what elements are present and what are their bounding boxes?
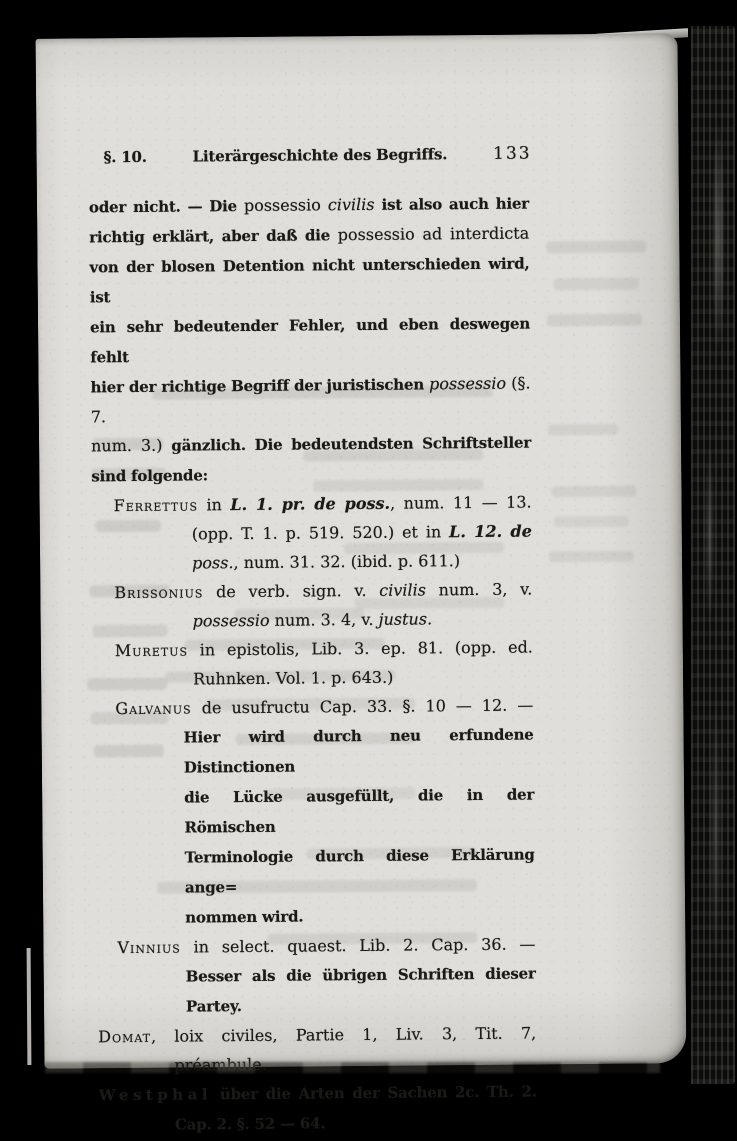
text-line	[192, 604, 532, 636]
bleed-through-layer	[36, 33, 678, 39]
text-line	[113, 488, 531, 521]
bleed-smudge	[554, 278, 639, 291]
text-line	[89, 219, 529, 253]
text-segment: hier der richtige Begriff der juristischen	[90, 375, 430, 397]
text-segment: Hier wird durch neu erfundene Distinctionen	[183, 725, 534, 777]
page-header	[103, 139, 531, 172]
text-line	[91, 458, 531, 492]
text-segment: possessio	[243, 195, 328, 216]
text-segment: nommen wird.	[185, 907, 304, 927]
text-line	[98, 1018, 536, 1051]
text-line	[91, 428, 531, 462]
text-line	[90, 369, 530, 432]
text-line	[99, 1076, 537, 1110]
bleed-smudge	[546, 240, 646, 253]
text-line	[184, 779, 535, 842]
text-segment: Domat	[98, 1026, 152, 1047]
text-segment: civilis	[379, 580, 427, 600]
text-line	[193, 662, 533, 694]
text-segment: in select. quaest. Lib. 2. Cap. 36. —	[180, 934, 536, 957]
text-segment: ist also auch hier	[381, 194, 530, 214]
book-fore-edge	[688, 26, 735, 1084]
text-segment: possessio ad interdicta	[337, 223, 530, 245]
text-line	[186, 958, 536, 991]
text-segment: Partey.	[185, 997, 242, 1016]
text-segment: Westphal	[98, 1085, 213, 1105]
text-line	[175, 1106, 537, 1139]
text-line	[186, 988, 536, 1021]
text-line	[89, 249, 530, 313]
text-segment: richtig erklärt, aber daß die	[89, 226, 338, 247]
running-title: Literärgeschichte des Begriffs.	[192, 145, 448, 166]
text-segment: von der blosen Detention nicht unterschieden wird, ist	[89, 254, 530, 307]
text-segment: poss.	[192, 553, 234, 573]
text-line	[89, 189, 529, 223]
text-line	[115, 691, 533, 724]
text-segment: num. 3, v.	[425, 579, 533, 600]
book-left-edge-sliver	[27, 948, 32, 1065]
text-segment: possessio	[429, 373, 512, 394]
bleed-smudge	[547, 314, 642, 327]
text-segment: (opp. T. 1. p. 519. 520.) et in	[191, 522, 450, 544]
body-text	[89, 189, 537, 1141]
text-line	[192, 517, 532, 549]
page-scan	[36, 33, 687, 1134]
text-segment: Besser als die übrigen Schriften dieser	[185, 964, 536, 986]
text-segment: die Lücke ausgefüllt, die in der Römischen	[184, 785, 535, 837]
text-segment: ein sehr bedeutender Fehler, und eben deswegen fehlt	[89, 314, 531, 367]
text-line	[192, 546, 532, 578]
bleed-smudge	[549, 551, 634, 563]
text-line	[183, 720, 534, 783]
text-segment: Ruhnken. Vol. 1. p. 643.)	[193, 667, 394, 689]
text-segment: Cap. 2. §. 52 — 64.	[174, 1114, 326, 1134]
page-content	[88, 140, 537, 1141]
text-segment: de usufructu Cap. 33. §. 10 — 12. —	[191, 695, 534, 718]
text-segment: oder nicht. — Die	[88, 197, 244, 217]
text-segment: num. 3.)	[90, 435, 172, 456]
text-segment: in epistolis, Lib. 3. ep. 81. (opp. ed.	[187, 637, 533, 660]
text-segment: civilis	[327, 194, 382, 215]
text-segment: Galvanus	[115, 698, 192, 719]
page-bottom-edge-shadow	[45, 1062, 660, 1073]
bleed-smudge	[548, 424, 618, 436]
text-segment: gänzlich. Die bedeutendsten Schriftsteller	[171, 433, 532, 455]
text-segment: über die Arten der Sachen 2c. Th. 2.	[212, 1082, 537, 1104]
text-segment: (§. 7.	[90, 373, 531, 427]
text-segment: , loix civiles, Partie 1, Liv. 3, Tit. 7,	[150, 1023, 537, 1046]
text-segment: in	[197, 495, 231, 515]
text-segment: sind folgende:	[91, 466, 209, 486]
text-segment: , num. 11 — 13.	[389, 492, 532, 513]
text-line	[90, 309, 531, 373]
text-line	[115, 633, 533, 666]
text-line	[185, 899, 535, 932]
text-line	[117, 929, 535, 962]
text-segment: L. 12. de	[449, 521, 532, 542]
text-segment: num. 3. 4, v.	[269, 609, 379, 630]
text-segment: justus.	[378, 609, 433, 629]
page-number: 133	[492, 143, 532, 164]
text-segment: Brissonius	[114, 582, 204, 603]
text-line	[185, 839, 536, 902]
text-segment: Vinnius	[117, 937, 181, 958]
text-line	[114, 575, 532, 608]
bleed-smudge	[554, 516, 629, 528]
text-segment: Muretus	[114, 640, 189, 661]
text-segment: possessio	[192, 610, 270, 631]
text-segment: Terminologie durch diese Erklärung ange=	[184, 845, 535, 897]
text-segment: de verb. sign. v.	[203, 580, 380, 602]
text-segment: , num. 31. 32. (ibid. p. 611.)	[233, 551, 461, 573]
section-mark: §. 10.	[103, 147, 147, 167]
text-segment: L. 1. pr. de poss.	[230, 493, 391, 515]
bleed-smudge	[551, 486, 636, 498]
text-segment: Ferrettus	[113, 495, 199, 516]
